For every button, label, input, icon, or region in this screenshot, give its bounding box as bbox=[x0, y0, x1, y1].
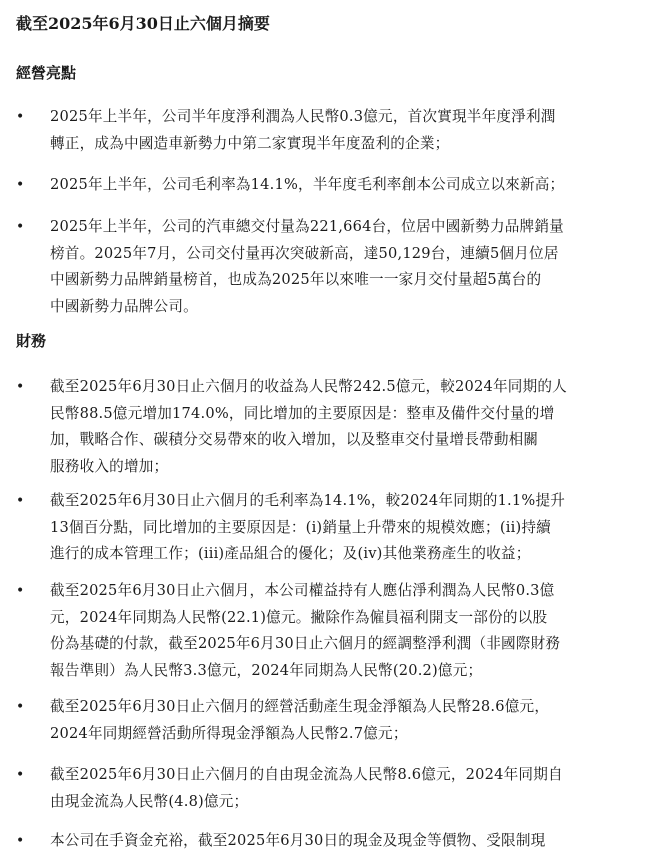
section-heading-finance: 財務 bbox=[16, 332, 47, 350]
list-item-text bbox=[50, 488, 660, 568]
text-line: 轉正，成為中國造車新勢力中第二家實現半年度盈利的企業； bbox=[50, 134, 450, 152]
bullet-icon: • bbox=[16, 177, 25, 193]
text-line: 由現金流為人民幣(4.8)億元； bbox=[50, 792, 249, 810]
text-line: 截至2025年6月30日止六個月的毛利率為14.1%，較2024年同期的1.1%提升 bbox=[50, 492, 566, 509]
text-line: 截至2025年6月30日止六個月的收益為人民幣242.5億元，較2024年同期的人 bbox=[50, 378, 567, 395]
text-line: 2025年上半年，公司毛利率為14.1%，半年度毛利率創本公司成立以來新高； bbox=[50, 176, 565, 193]
text-line: 元，2024年同期為人民幣(22.1)億元。撇除作為僱員福利開支一部份的以股 bbox=[50, 608, 548, 626]
text-line: 2025年上半年，公司的汽車總交付量為221,664台，位居中國新勢力品牌銷量 bbox=[50, 218, 564, 235]
list-item-text bbox=[50, 374, 660, 480]
text-line: 2024年同期經營活動所得現金淨額為人民幣2.7億元； bbox=[50, 724, 408, 742]
list-item-text bbox=[50, 214, 660, 320]
text-line: 份為基礎的付款，截至2025年6月30日止六個月的經調整淨利潤（非國際財務 bbox=[50, 635, 561, 652]
text-line: 進行的成本管理工作；(iii)產品組合的優化；及(iv)其他業務產生的收益； bbox=[50, 545, 531, 562]
text-line: 民幣88.5億元增加174.0%，同比增加的主要原因是：整車及備件交付量的增 bbox=[50, 404, 555, 422]
page-title: 截至2025年6月30日止六個月摘要 bbox=[16, 14, 270, 33]
bullet-icon: • bbox=[16, 219, 25, 235]
list-item-text bbox=[50, 172, 660, 199]
text-line: 截至2025年6月30日止六個月的經營活動產生現金淨額為人民幣28.6億元， bbox=[50, 698, 550, 715]
text-line: 13個百分點，同比增加的主要原因是：(i)銷量上升帶來的規模效應；(ii)持續 bbox=[50, 518, 551, 536]
text-line: 榜首。2025年7月，公司交付量再次突破新高，達50,129台，連續5個月位居 bbox=[50, 244, 559, 262]
bullet-icon: • bbox=[16, 379, 25, 395]
list-item-text bbox=[50, 578, 660, 684]
text-line: 加，戰略合作、碳積分交易帶來的收入增加，以及整車交付量增長帶動相關 bbox=[50, 431, 539, 448]
text-line: 中國新勢力品牌公司。 bbox=[50, 297, 198, 315]
text-line: 截至2025年6月30日止六個月，本公司權益持有人應佔淨利潤為人民幣0.3億 bbox=[50, 582, 555, 599]
bullet-icon: • bbox=[16, 833, 25, 849]
bullet-icon: • bbox=[16, 699, 25, 715]
list-item-text bbox=[50, 104, 660, 157]
text-line: 服務收入的增加； bbox=[50, 457, 169, 475]
list-item-text bbox=[50, 828, 660, 855]
text-line: 2025年上半年，公司半年度淨利潤為人民幣0.3億元，首次實現半年度淨利潤 bbox=[50, 108, 556, 125]
section-heading-operations: 經營亮點 bbox=[16, 64, 77, 82]
bullet-icon: • bbox=[16, 493, 25, 509]
text-line: 截至2025年6月30日止六個月的自由現金流為人民幣8.6億元，2024年同期自 bbox=[50, 766, 563, 783]
bullet-icon: • bbox=[16, 767, 25, 783]
bullet-icon: • bbox=[16, 583, 25, 599]
bullet-icon: • bbox=[16, 109, 25, 125]
text-line: 中國新勢力品牌銷量榜首，也成為2025年以來唯一一家月交付量超5萬台的 bbox=[50, 271, 542, 288]
list-item-text bbox=[50, 762, 660, 815]
text-line: 本公司在手資金充裕，截至2025年6月30日的現金及現金等價物、受限制現 bbox=[50, 832, 546, 849]
text-line: 報告準則）為人民幣3.3億元，2024年同期為人民幣(20.2)億元； bbox=[50, 661, 483, 679]
list-item-text bbox=[50, 694, 660, 747]
